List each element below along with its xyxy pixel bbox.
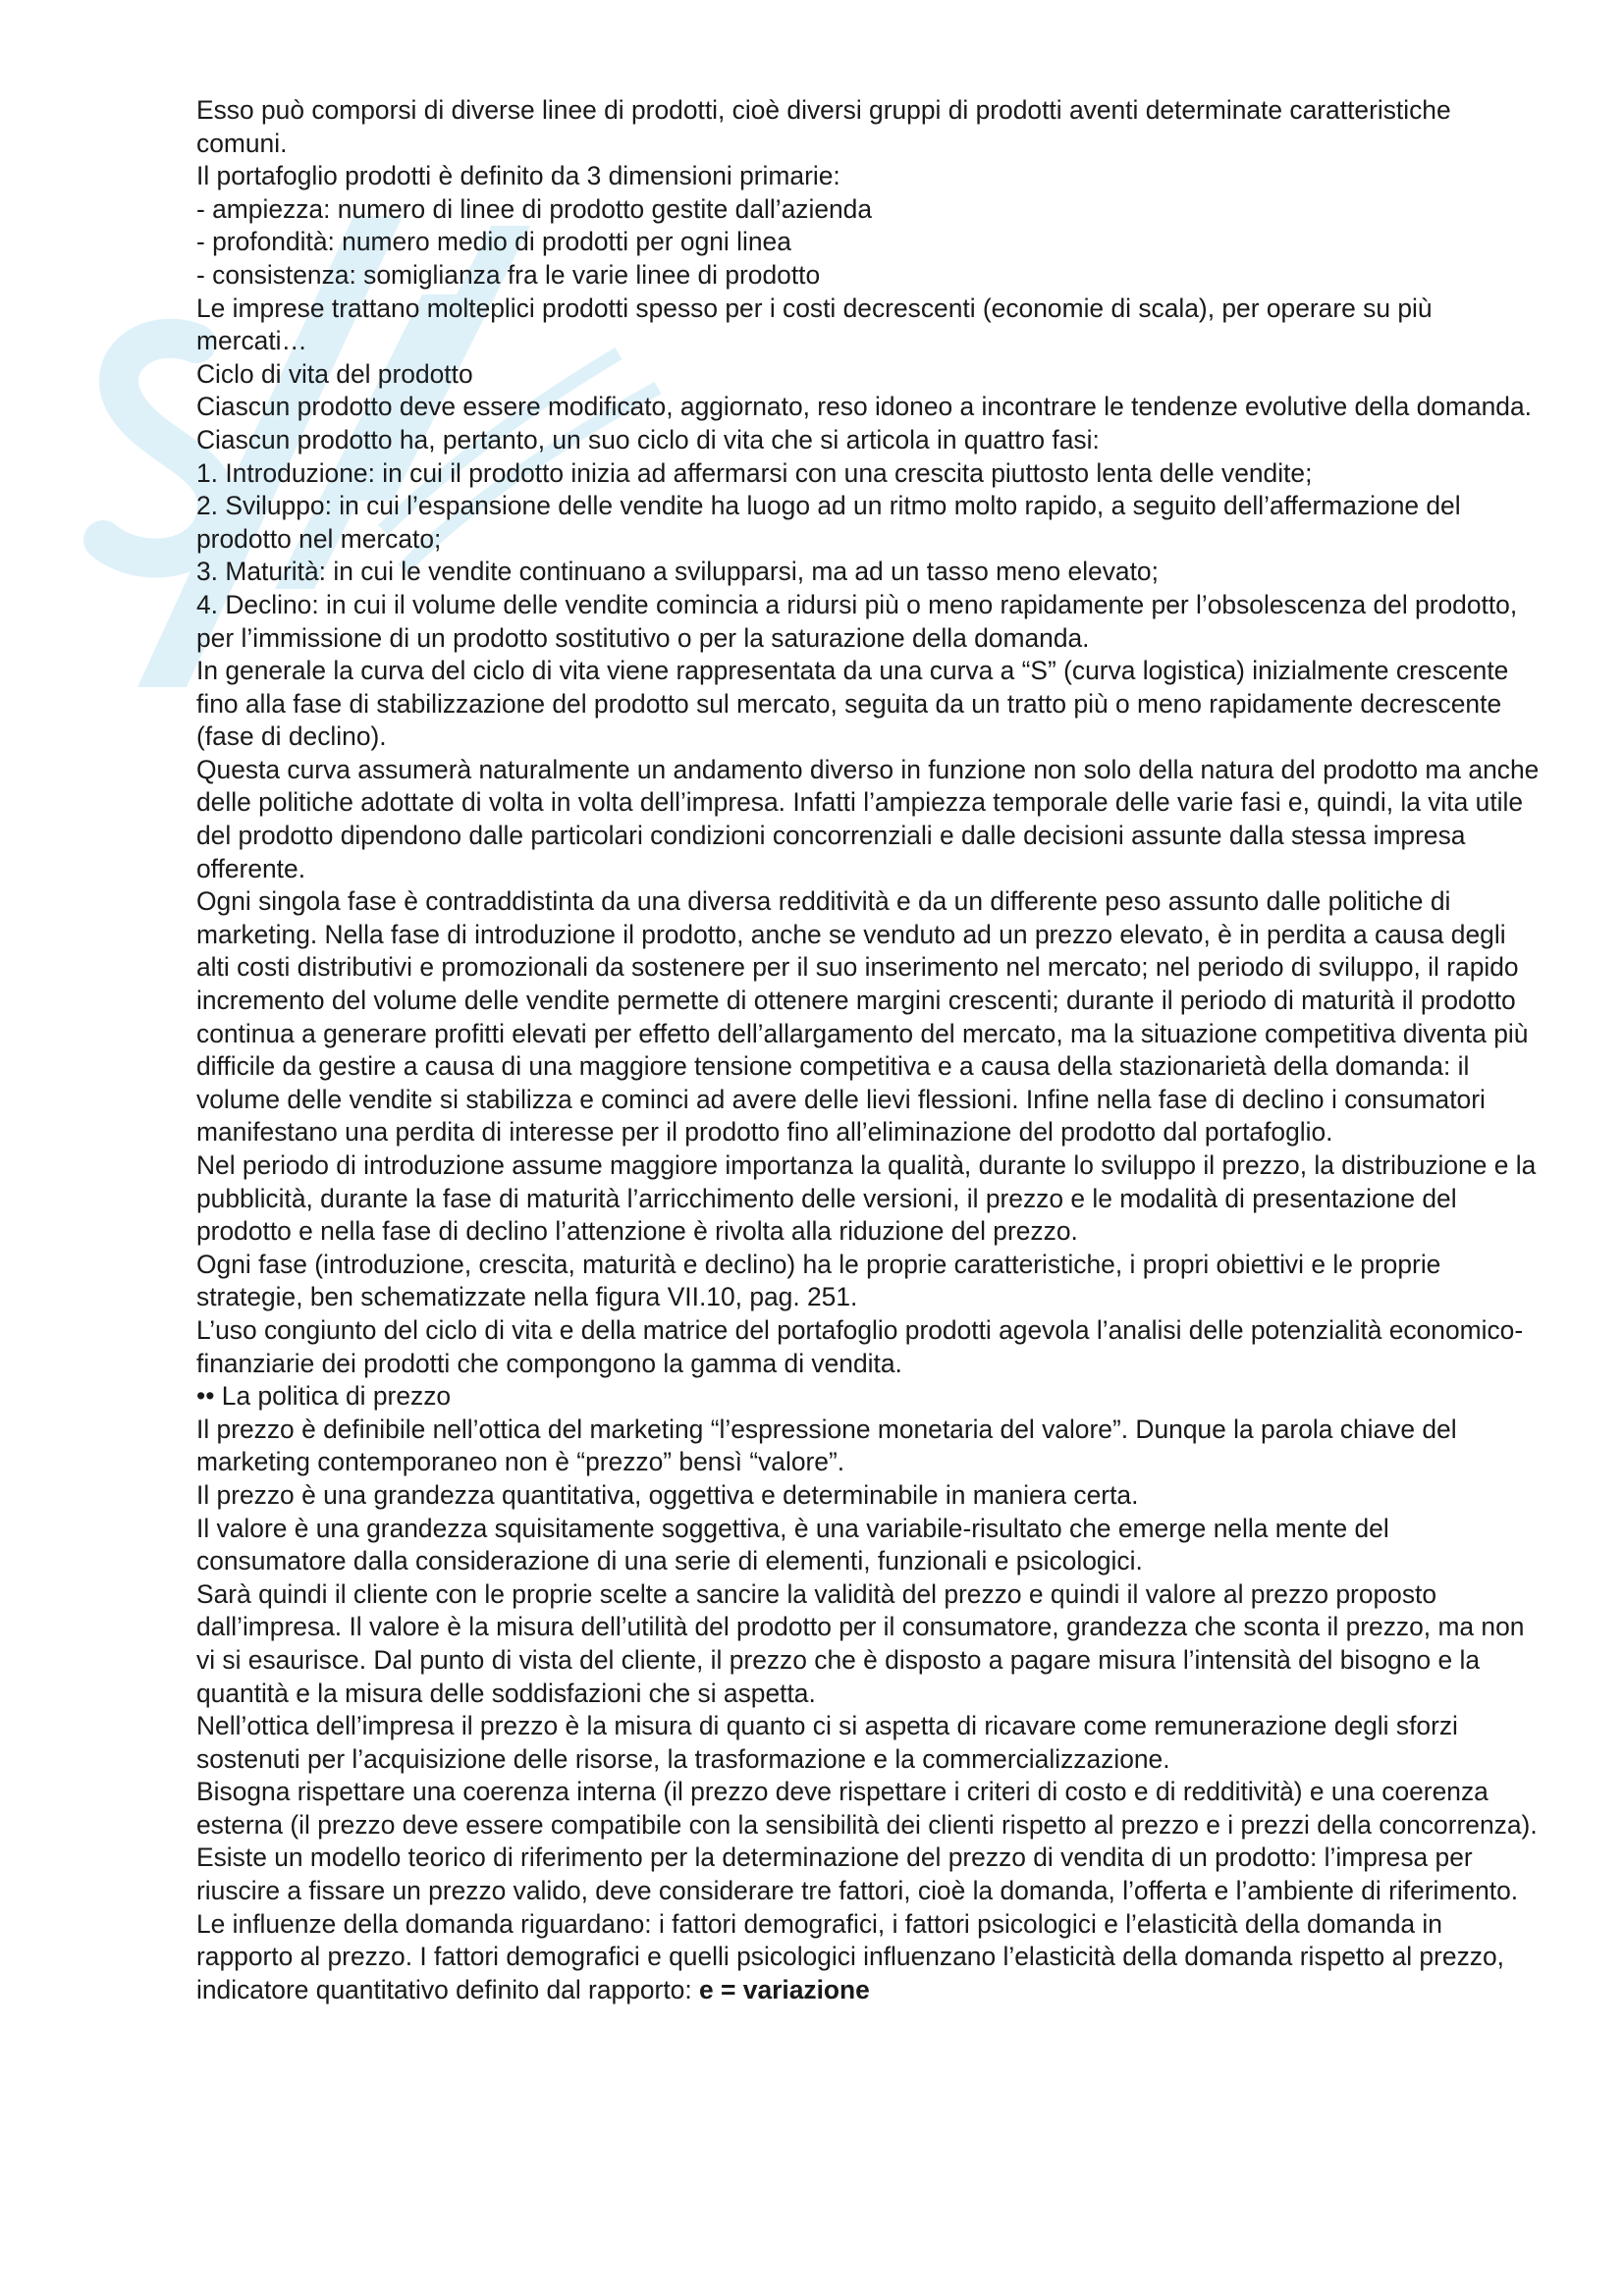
text-paragraph: - consistenza: somiglianza fra le varie linee di prodotto [196,259,821,290]
text-paragraph: Esso può comporsi di diverse linee di prodotti, cioè diversi gruppi di prodotti aventi determinate caratteristiche comuni. [196,95,1451,158]
document-body [196,94,1542,2006]
text-paragraph: 3. Maturità: in cui le vendite continuano a svilupparsi, ma ad un tasso meno elevato; [196,557,1159,587]
text-paragraph: Ciascun prodotto deve essere modificato, aggiornato, reso idoneo a incontrare le tendenze evolutive della domanda. Ciascun prodotto ha, pertanto, un suo ciclo di vita che si articola in quattro fasi: [196,392,1532,454]
text-paragraph: Bisogna rispettare una coerenza interna (il prezzo deve rispettare i criteri di costo e di redditività) e una coerenza esterna (il prezzo deve essere compatibile con la sensibilità dei clienti rispetto al prezzo e i prezzi della concorrenza). Esiste un modello teorico di riferimento per la determinazione del prezzo di vendita di un prodotto: l’impresa per riuscire a fissare un prezzo valido, deve considerare tre fattori, cioè la domanda, l’offerta e l’ambiente di riferimento. [196,1777,1538,1906]
formula-bold-text: e = variazione [699,1974,870,2004]
section-heading: Ciclo di vita del prodotto [196,358,473,389]
last-paragraph-text: Le influenze della domanda riguardano: i fattori demografici, i fattori psicologici e l’elasticità della domanda in rapporto al prezzo. I fattori demografici e quelli psicologici influenzano l’elasticità della domanda rispetto al prezzo, indicatore quantitativo definito dal rapporto: [196,1908,1504,2004]
text-paragraph: Il prezzo è definibile nell’ottica del marketing “l’espressione monetaria del valore”. Dunque la parola chiave del marketing contemporaneo non è “prezzo” bensì “valore”. [196,1414,1457,1477]
text-paragraph: Sarà quindi il cliente con le proprie scelte a sancire la validità del prezzo e quindi il valore al prezzo proposto dall’impresa. Il valore è la misura dell’utilità del prodotto per il consumatore, grandezza che sconta il prezzo, ma non vi si esaurisce. Dal punto di vista del cliente, il prezzo che è disposto a pagare misura l’intensità del bisogno e la quantità e la misura delle soddisfazioni che si aspetta. [196,1578,1525,1708]
text-paragraph: Questa curva assumerà naturalmente un andamento diverso in funzione non solo della natura del prodotto ma anche delle politiche adottate di volta in volta dell’impresa. Infatti l’ampiezza temporale delle varie fasi e, quindi, la vita utile del prodotto dipendono dalle particolari condizioni concorrenziali e dalle decisioni assunte dalla stessa impresa offerente. [196,754,1540,883]
text-paragraph: In generale la curva del ciclo di vita viene rappresentata da una curva a “S” (curva logistica) inizialmente crescente fino alla fase di stabilizzazione del prodotto sul mercato, seguita da un tratto più o meno rapidamente decrescente (fase di declino). [196,656,1509,752]
text-paragraph: - profondità: numero medio di prodotti per ogni linea [196,227,791,257]
text-paragraph: Il valore è una grandezza squisitamente soggettiva, è una variabile-risultato che emerge nella mente del consumatore dalla considerazione di una serie di elementi, funzionali e psicologici. [196,1513,1389,1576]
text-paragraph: Il portafoglio prodotti è definito da 3 dimensioni primarie: [196,161,840,191]
text-paragraph: 1. Introduzione: in cui il prodotto inizia ad affermarsi con una crescita piuttosto lenta delle vendite; [196,457,1313,488]
text-paragraph: L’uso congiunto del ciclo di vita e della matrice del portafoglio prodotti agevola l’analisi delle potenzialità economico-finanziarie dei prodotti che compongono la gamma di vendita. [196,1314,1524,1378]
text-paragraph: - ampiezza: numero di linee di prodotto gestite dall’azienda [196,193,873,224]
text-paragraph: Nell’ottica dell’impresa il prezzo è la misura di quanto ci si aspetta di ricavare come remunerazione degli sforzi sostenuti per l’acquisizione delle risorse, la trasformazione e la commercializzazione. [196,1711,1458,1774]
text-paragraph: Nel periodo di introduzione assume maggiore importanza la qualità, durante lo sviluppo il prezzo, la distribuzione e la pubblicità, durante la fase di maturità l’arricchimento delle versioni, il prezzo e le modalità di presentazione del prodotto e nella fase di declino l’attenzione è rivolta alla riduzione del prezzo. [196,1150,1537,1247]
text-paragraph: Ogni singola fase è contraddistinta da una diversa redditività e da un differente peso assunto dalle politiche di marketing. Nella fase di introduzione il prodotto, anche se venduto ad un prezzo elevato, è in perdita a causa degli alti costi distributivi e promozionali da sostenere per il suo inserimento nel mercato; nel periodo di sviluppo, il rapido incremento del volume delle vendite permette di ottenere margini crescenti; durante il periodo di maturità il prodotto continua a generare profitti elevati per effetto dell’allargamento del mercato, ma la situazione competitiva diventa più difficile da gestire a causa di una maggiore tensione competitiva e a causa della stazionarietà della domanda: il volume delle vendite si stabilizza e cominci ad avere delle lievi flessioni. Infine nella fase di declino i consumatori manifestano una perdita di interesse per il prodotto fino all’eliminazione del prodotto dal portafoglio. [196,886,1529,1148]
text-paragraph: Il prezzo è una grandezza quantitativa, oggettiva e determinabile in maniera certa. [196,1479,1139,1510]
text-paragraph-last [196,1908,1542,2007]
text-paragraph: Ogni fase (introduzione, crescita, maturità e declino) ha le proprie caratteristiche, i propri obiettivi e le proprie strategie, ben schematizzate nella figura VII.10, pag. 251. [196,1249,1441,1312]
section-heading: •• La politica di prezzo [196,1381,452,1412]
text-paragraph: 4. Declino: in cui il volume delle vendite comincia a ridursi più o meno rapidamente per l’obsolescenza del prodotto, per l’immissione di un prodotto sostitutivo o per la saturazione della domanda. [196,589,1518,653]
text-paragraph: 2. Sviluppo: in cui l’espansione delle vendite ha luogo ad un ritmo molto rapido, a seguito dell’affermazione del prodotto nel mercato; [196,491,1461,554]
text-paragraph: Le imprese trattano molteplici prodotti spesso per i costi decrescenti (economie di scala), per operare su più mercati… [196,293,1433,356]
